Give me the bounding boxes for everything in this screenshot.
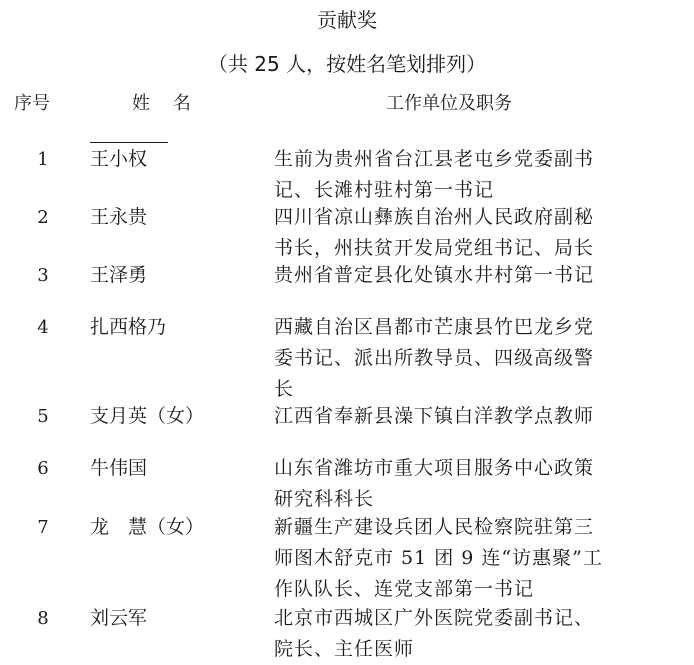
duty-line: 书长，州扶贫开发局党组书记、局长 [274, 237, 595, 259]
row-name: 王泽勇 [90, 264, 148, 286]
header-name: 姓 名 [132, 93, 191, 114]
duty-line: 长 [274, 378, 295, 400]
row-duty [274, 512, 654, 605]
duty-line: 山东省潍坊市重大项目服务中心政策 [274, 457, 595, 479]
row-name: 牛伟国 [90, 457, 148, 479]
duty-line: 委书记、派出所教导员、四级高级警 [274, 347, 595, 369]
row-duty [274, 401, 654, 432]
header-seq: 序号 [14, 93, 50, 114]
row-name: 龙 慧（女） [90, 516, 205, 538]
row-duty [274, 603, 654, 665]
duty-line: 师图木舒克市 51 团 9 连“访惠聚”工 [274, 547, 603, 569]
duty-line: 江西省奉新县澡下镇白洋教学点教师 [274, 405, 595, 427]
duty-line: 新疆生产建设兵团人民检察院驻第三 [274, 516, 595, 538]
row-name: 王小权 [90, 148, 148, 170]
duty-line: 四川省凉山彝族自治州人民政府副秘 [274, 206, 595, 228]
row-duty [274, 453, 654, 515]
duty-line: 院长、主任医师 [274, 638, 415, 660]
duty-line: 研究科科长 [274, 488, 375, 510]
duty-line: 作队队长、连党支部第一书记 [274, 578, 535, 600]
duty-line: 贵州省普定县化处镇水井村第一书记 [274, 264, 595, 286]
row-seq: 2 [37, 207, 49, 228]
row-seq: 8 [37, 608, 49, 629]
award-title: 贡献奖 [317, 8, 377, 32]
row-name: 王永贵 [90, 206, 148, 228]
row-seq: 3 [37, 265, 49, 286]
header-unit: 工作单位及职务 [386, 93, 512, 114]
row-seq: 7 [37, 517, 49, 538]
row-seq: 1 [37, 149, 49, 170]
row-duty [274, 144, 654, 206]
row-duty [274, 260, 654, 291]
row-name: 扎西格乃 [90, 316, 167, 338]
row-seq: 5 [37, 406, 49, 427]
duty-line: 西藏自治区昌都市芒康县竹巴龙乡党 [274, 316, 595, 338]
row-duty [274, 312, 654, 405]
row-name: 支月英（女） [90, 405, 205, 427]
duty-line: 记、长滩村驻村第一书记 [274, 179, 495, 201]
scan-overline [90, 142, 168, 143]
row-duty [274, 202, 654, 264]
award-subtitle: （共 25 人，按姓名笔划排列） [207, 52, 487, 76]
row-seq: 4 [37, 317, 49, 338]
row-name: 刘云军 [90, 607, 148, 629]
duty-line: 北京市西城区广外医院党委副书记、 [274, 607, 595, 629]
row-seq: 6 [37, 458, 49, 479]
duty-line: 生前为贵州省台江县老屯乡党委副书 [274, 148, 595, 170]
